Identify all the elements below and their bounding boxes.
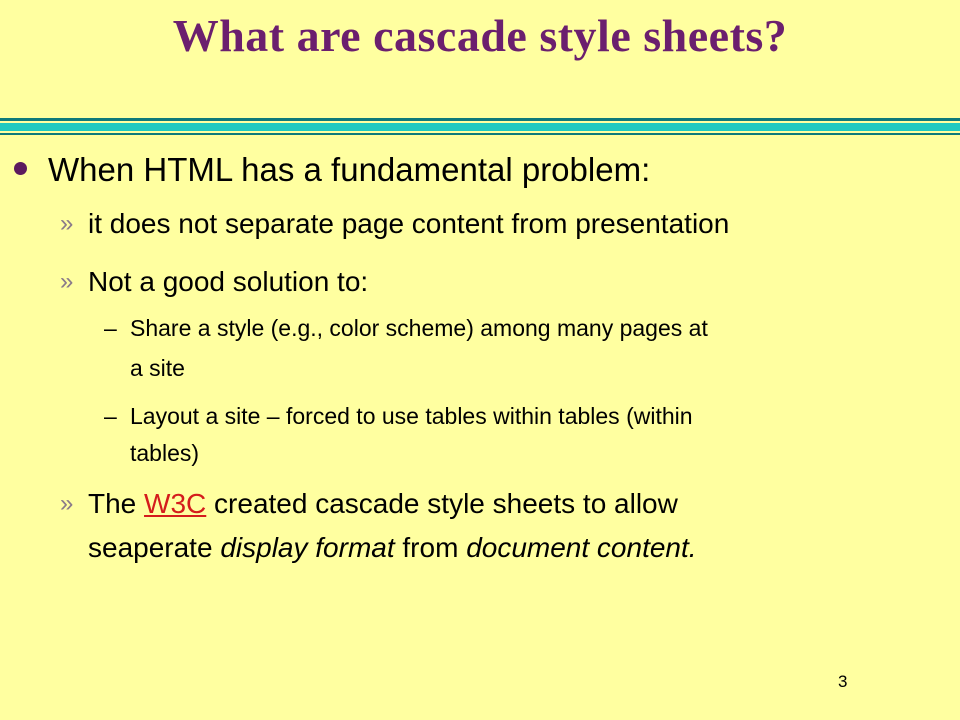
main-bullet-text: When HTML has a fundamental problem: [48, 151, 651, 188]
sub-bullet-text: Not a good solution to: [88, 266, 369, 297]
sub-bullet-text: it does not separate page content from presentation [88, 208, 730, 239]
text-fragment: The [88, 488, 145, 519]
sub-sub-bullet-line: tables) [130, 440, 200, 466]
divider-line-bottom [0, 133, 960, 135]
divider-line-middle [0, 123, 960, 131]
page-number: 3 [838, 672, 848, 691]
text-fragment-italic: document content. [466, 532, 697, 563]
dash-bullet-icon: – [104, 315, 117, 341]
sub-sub-bullet-line: Layout a site – forced to use tables within tables (within [130, 403, 693, 429]
text-fragment-italic: display format [220, 532, 395, 563]
w3c-link[interactable]: W3C [144, 488, 207, 519]
chevron-bullet-icon: » [60, 210, 74, 237]
divider-line-top [0, 118, 960, 121]
title-divider [0, 118, 960, 136]
text-fragment: created cascade style sheets to allow [206, 488, 678, 519]
slide-title: What are cascade style sheets? [172, 10, 788, 61]
sub-bullet-text-line1 [88, 486, 678, 522]
bullet-dot-icon [14, 162, 27, 175]
dash-bullet-icon: – [104, 403, 117, 429]
chevron-bullet-icon: » [60, 268, 74, 295]
sub-sub-bullet-line: Share a style (e.g., color scheme) among many pages at [130, 315, 708, 341]
text-fragment: seaperate [88, 532, 221, 563]
sub-bullet-text-line2 [88, 530, 697, 566]
text-fragment: from [394, 532, 467, 563]
sub-sub-bullet-line: a site [130, 355, 185, 381]
chevron-bullet-icon: » [60, 490, 74, 517]
